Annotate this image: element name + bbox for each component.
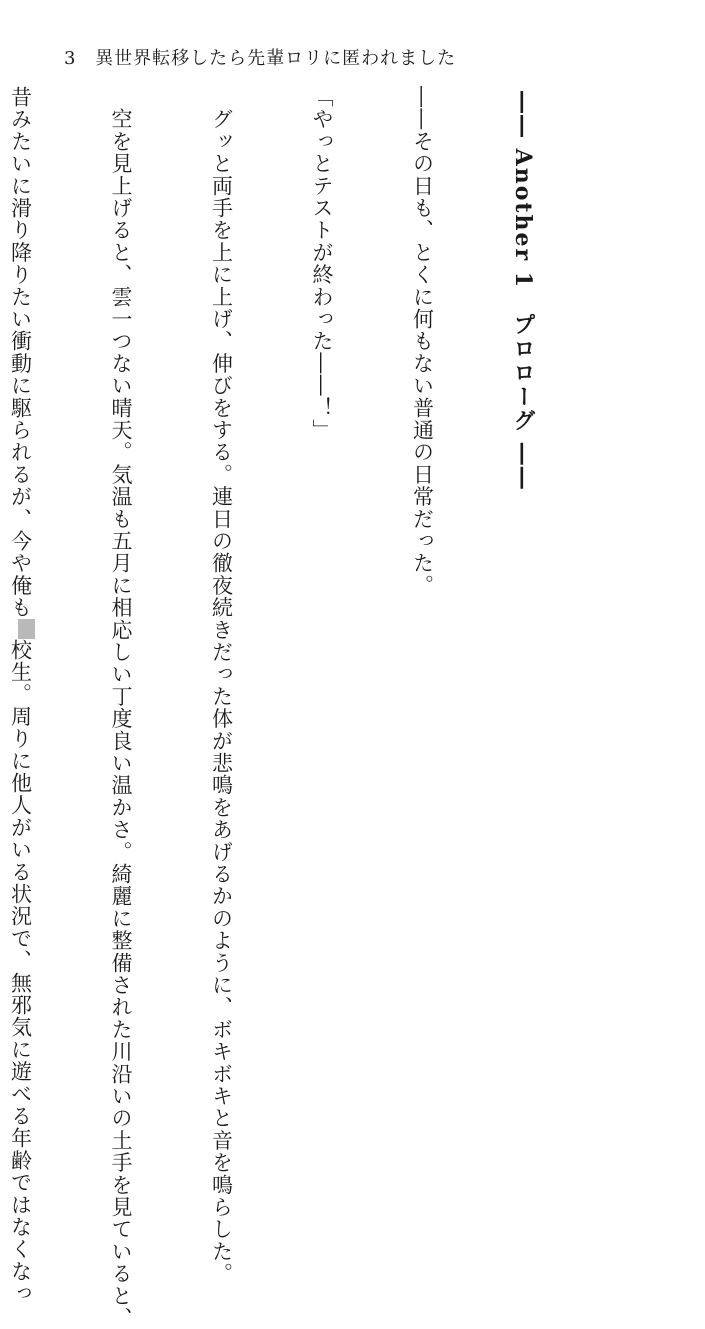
text-line: 空を見上げると、雲一つない晴天。気温も五月に相応しい丁度良い温かさ。綺麗に整備された川沿いの土手を見ていると、 <box>109 86 133 1329</box>
text-line: グッと両手を上に上げ、伸びをする。連日の徹夜続きだった体が悲鳴をあげるかのように、ボキボキと音を鳴らした。 <box>209 86 234 1285</box>
page-number: 3 <box>64 48 77 69</box>
text-line: 「やっとテストが終わった――！」 <box>310 86 334 442</box>
redaction-mask <box>18 619 35 639</box>
text-line: ――その日も、とくに何もない普通の日常だった。 <box>410 86 435 597</box>
text-line-masked <box>3 86 37 1305</box>
text-after-mask: 校生。周りに他人がいる状況で、無邪気に遊べる年齢ではなくなっ <box>8 638 33 1305</box>
running-header <box>64 44 456 70</box>
book-title: 異世界転移したら先輩ロリに匿われました <box>95 48 457 69</box>
chapter-heading: ―― Another 1 プロローグ ―― <box>510 91 536 491</box>
body-text <box>8 86 673 1329</box>
text-before-mask: 昔みたいに滑り降りたい衝動に駆られるが、今や俺も <box>8 86 33 619</box>
